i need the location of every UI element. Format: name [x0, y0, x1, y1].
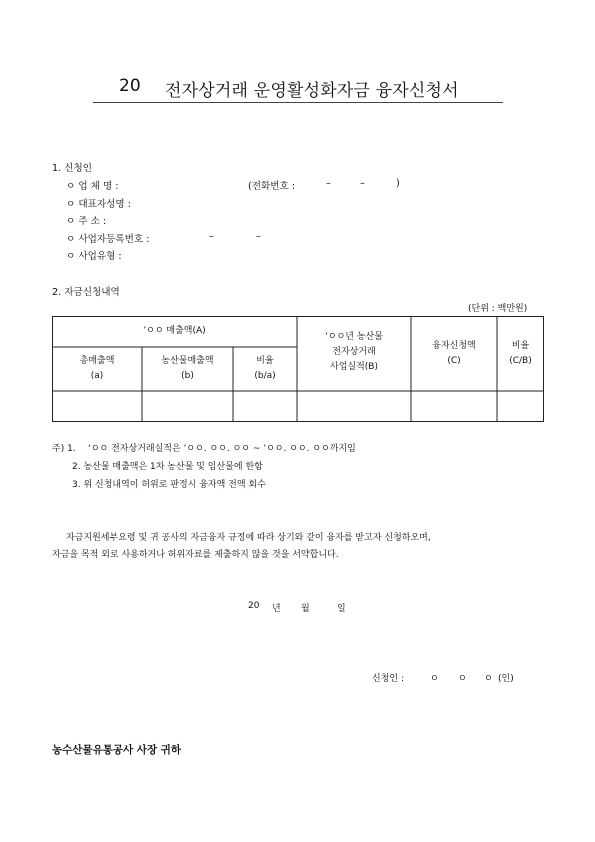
pledge-line-1: 자금지원세부요령 및 귀 공사의 자금융자 규정에 따라 상기와 같이 융자를 받고자 신청하오며, [66, 533, 431, 543]
date-year-label: 년 [272, 604, 281, 614]
ecommerce-label-1: ’ㅇㅇ년 농산물 [325, 332, 383, 342]
company-name-label: ㅇ 업 체 명 : [66, 181, 119, 192]
title-bar [93, 74, 503, 103]
ratio-cb-label: 비율 [511, 341, 530, 351]
ratio-cb-code: (C/B) [509, 356, 532, 366]
unit-label: (단위 : 백만원) [468, 304, 528, 314]
pledge-line-2: 자금을 목적 외로 사용하거나 허위자료를 제출하지 않을 것을 서약합니다. [52, 550, 339, 560]
total-sales-header [52, 354, 142, 384]
ratio-ba-header [233, 354, 297, 384]
phone-close-paren: ) [396, 178, 400, 189]
loan-request-label: 융자신청액 [432, 341, 476, 351]
biznum-separator-2: – [256, 231, 261, 242]
applicant-placeholder-3: ㅇ [484, 674, 493, 684]
agri-sales-code: (b) [181, 371, 194, 381]
loan-request-table [52, 316, 544, 422]
date-month-label: 월 [301, 604, 310, 614]
note-1: ‘ㅇㅇ 전자상거래실적은 ’ㅇㅇ. ㅇㅇ. ㅇㅇ ~ ’ㅇㅇ. ㅇㅇ. ㅇㅇ까지임 [88, 444, 356, 454]
note-2: 2. 농산물 매출액은 1차 농산물 및 임산물에 한함 [72, 462, 263, 472]
ecommerce-header [297, 330, 411, 375]
biznum-label: ㅇ 사업자등록번호 : [66, 234, 150, 245]
date-year: 20 [248, 601, 260, 611]
phone-separator-2: – [360, 178, 365, 189]
address-label: ㅇ 주 소 : [66, 216, 107, 227]
total-sales-label: 총매출액 [79, 356, 115, 366]
ecommerce-label-2: 전자상거래 [332, 347, 376, 357]
notes-prefix: 주) 1. [52, 444, 76, 454]
loan-request-header [411, 339, 497, 369]
ratio-ba-code: (b/a) [254, 371, 276, 381]
date-day-label: 일 [337, 604, 346, 614]
page-title: 전자상거래 운영활성화자금 융자신청서 [165, 81, 459, 101]
sales-header: ’ㅇㅇ 매출액(A) [143, 326, 206, 336]
applicant-placeholder-2: ㅇ [458, 674, 467, 684]
biztype-label: ㅇ 사업유형 : [66, 251, 122, 262]
phone-label: (전화번호 : [248, 181, 296, 192]
applicant-label: 신청인 : [372, 674, 404, 684]
representative-label: ㅇ 대표자성명 : [66, 199, 131, 210]
form-number: 20 [119, 76, 141, 96]
loan-request-code: (C) [447, 356, 461, 366]
agri-sales-header [142, 354, 233, 384]
total-sales-code: (a) [90, 371, 104, 381]
note-3: 3. 위 신청내역이 허위로 판정시 융자액 전액 회수 [72, 480, 266, 490]
biznum-separator-1: – [209, 231, 214, 242]
section1-heading: 1. 신청인 [52, 163, 93, 174]
ratio-cb-header [497, 339, 544, 369]
recipient: 농수산물유통공사 사장 귀하 [52, 744, 182, 756]
ecommerce-label-3: 사업실적(B) [330, 362, 378, 372]
ratio-ba-label: 비율 [256, 356, 274, 366]
phone-separator-1: – [326, 178, 331, 189]
agri-sales-label: 농산물매출액 [161, 356, 214, 366]
seal-mark: (인) [498, 674, 514, 684]
section2-heading: 2. 자금신청내역 [52, 287, 120, 298]
applicant-placeholder-1: ㅇ [430, 674, 439, 684]
